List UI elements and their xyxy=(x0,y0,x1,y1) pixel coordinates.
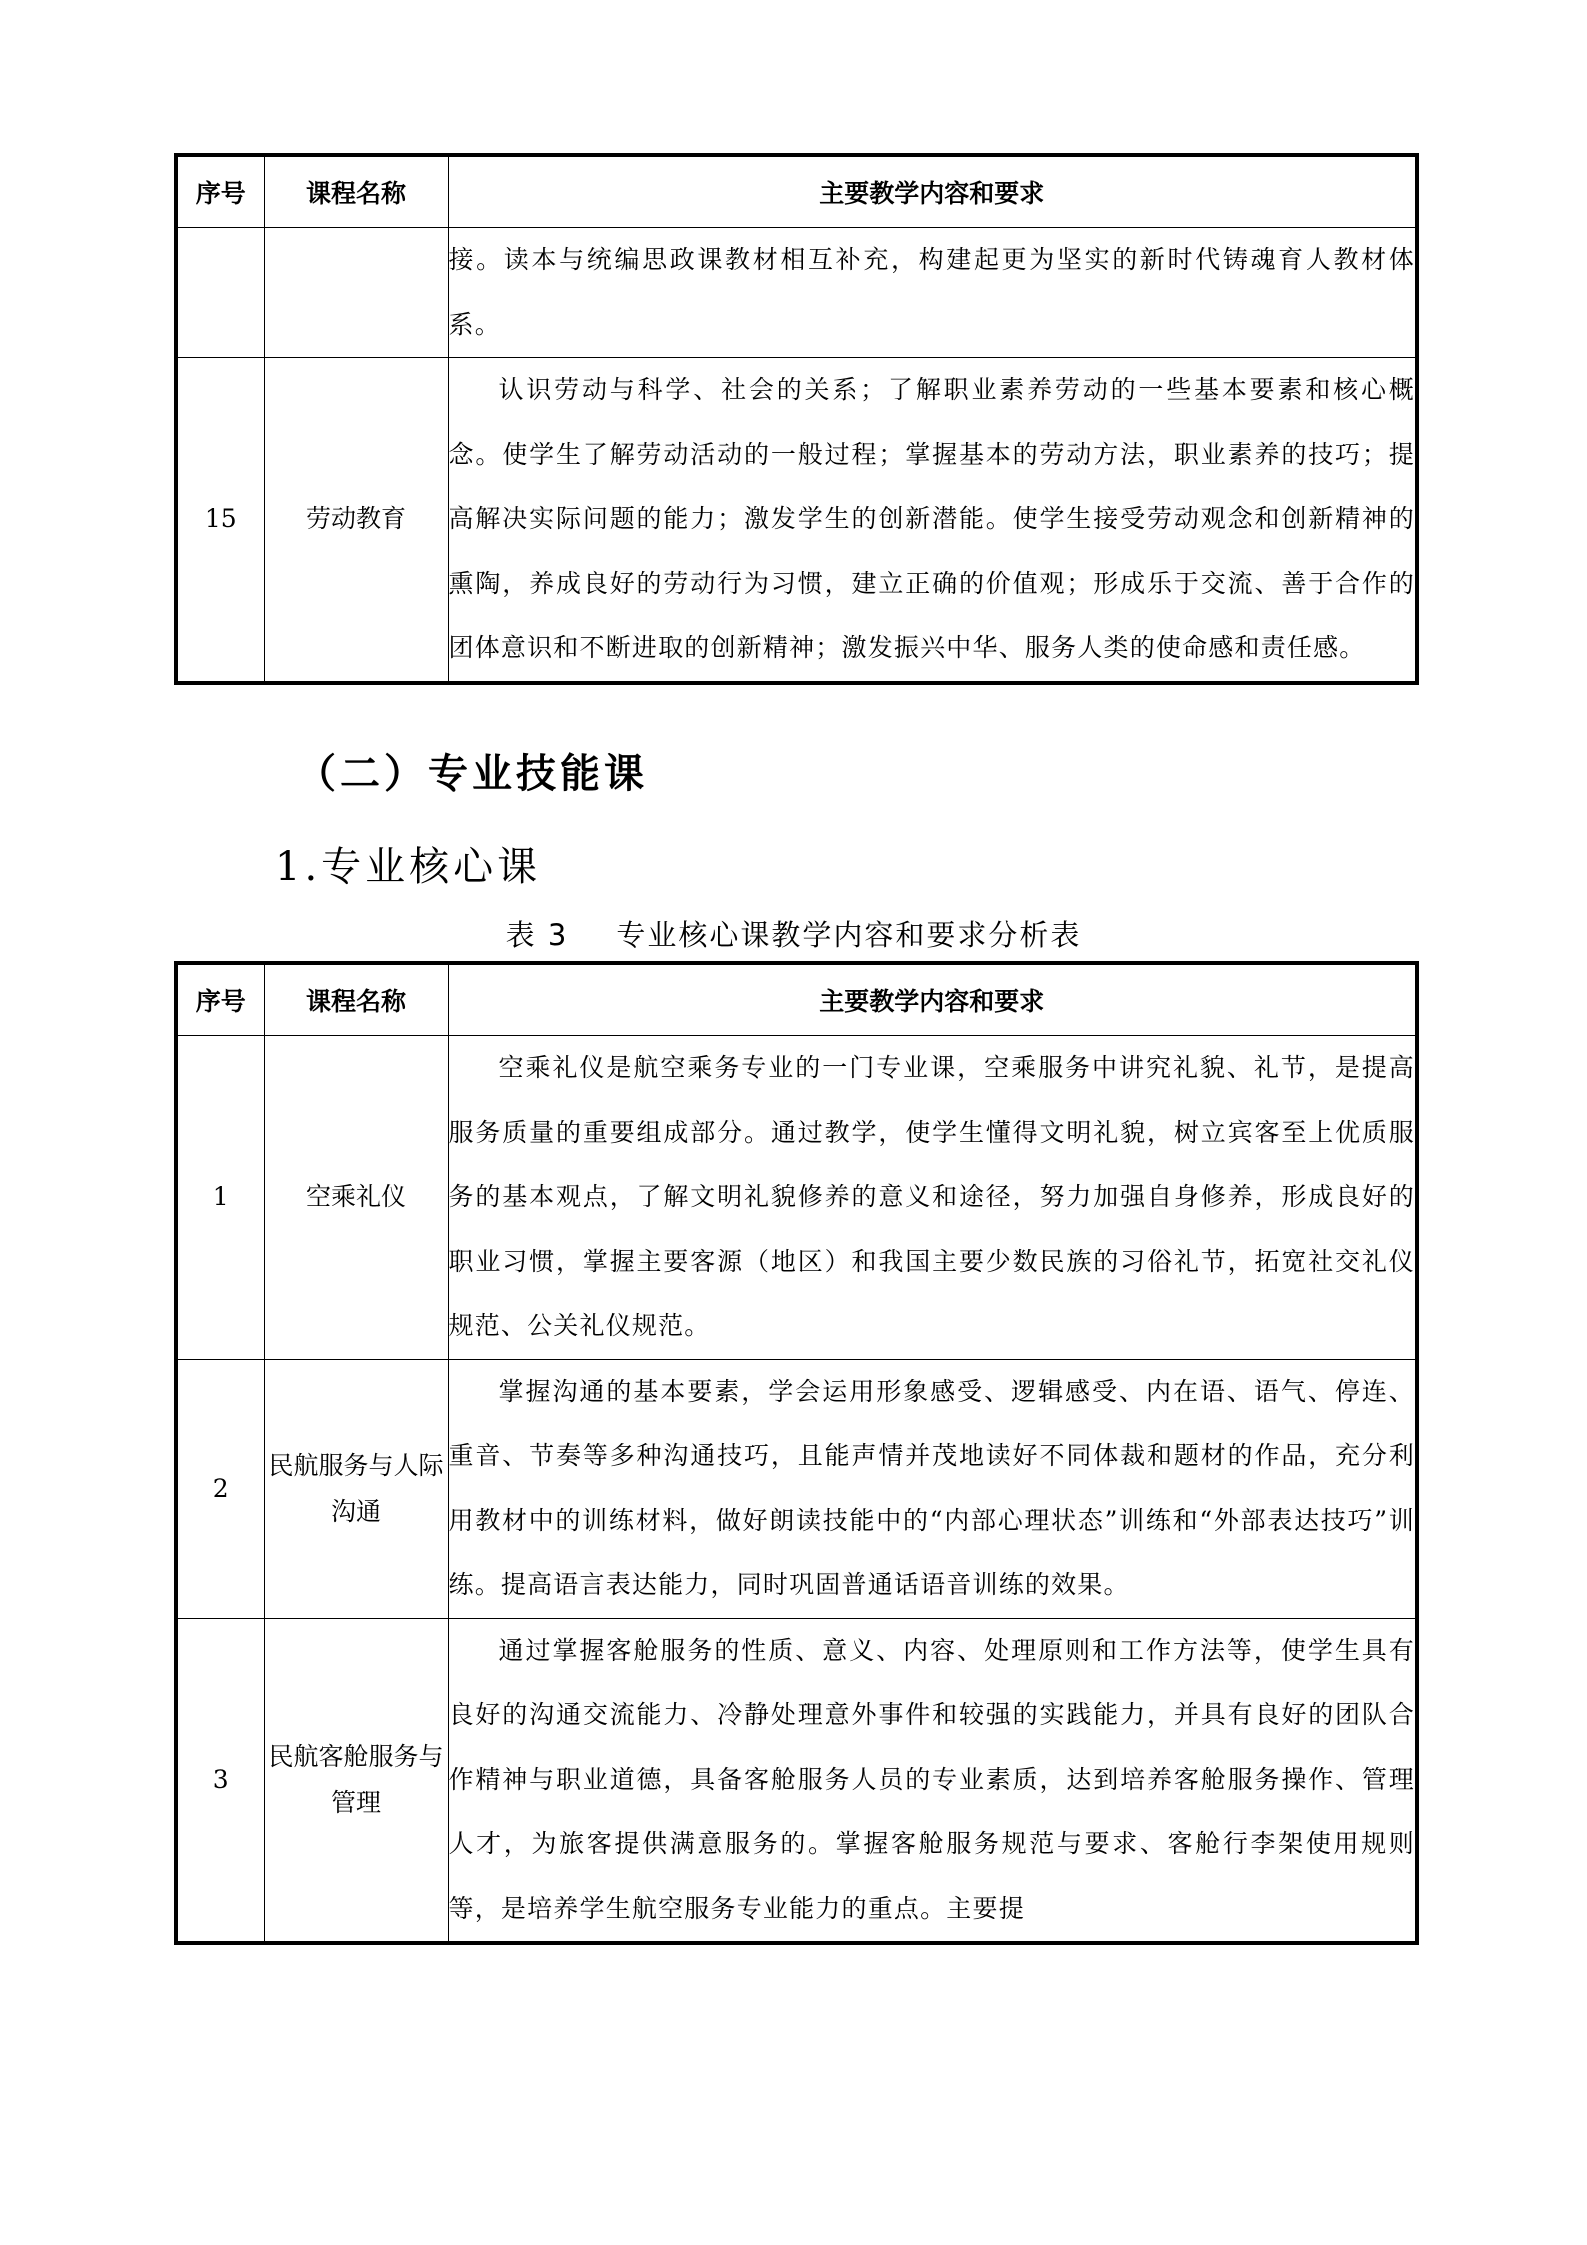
sub-heading: 1.专业核心课 xyxy=(275,844,542,890)
table-row xyxy=(176,358,1417,683)
table-row xyxy=(176,1359,1417,1618)
row-course-name: 空乘礼仪 xyxy=(264,1036,448,1360)
row-course-name xyxy=(264,228,448,358)
header-no: 序号 xyxy=(176,963,264,1036)
header-content: 主要教学内容和要求 xyxy=(448,963,1417,1036)
table-caption xyxy=(0,913,1587,954)
row-course-name: 民航客舱服务与管理 xyxy=(264,1618,448,1943)
section-heading: （二）专业技能课 xyxy=(296,751,648,797)
row-content: 空乘礼仪是航空乘务专业的一门专业课，空乘服务中讲究礼貌、礼节，是提高服务质量的重要组成部分。通过教学，使学生懂得文明礼貌，树立宾客至上优质服务的基本观点，了解文明礼貌修养的意义和途径，努力加强自身修养，形成良好的职业习惯，掌握主要客源（地区）和我国主要少数民族的习俗礼节，拓宽社交礼仪规范、公关礼仪规范。 xyxy=(448,1053,1415,1340)
row-no: 2 xyxy=(176,1359,264,1618)
table-caption-title: 专业核心课教学内容和要求分析表 xyxy=(616,918,1082,952)
row-no: 3 xyxy=(176,1618,264,1943)
header-content: 主要教学内容和要求 xyxy=(448,155,1417,228)
header-course-name: 课程名称 xyxy=(264,963,448,1036)
table-header-row xyxy=(176,963,1417,1036)
row-content: 接。读本与统编思政课教材相互补充，构建起更为坚实的新时代铸魂育人教材体系。 xyxy=(448,228,1417,358)
table-row xyxy=(176,228,1417,358)
header-course-name: 课程名称 xyxy=(264,155,448,228)
row-no: 15 xyxy=(176,358,264,683)
table-row xyxy=(176,1618,1417,1943)
row-course-name: 民航服务与人际沟通 xyxy=(264,1359,448,1618)
row-content: 掌握沟通的基本要素，学会运用形象感受、逻辑感受、内在语、语气、停连、重音、节奏等多种沟通技巧，且能声情并茂地读好不同体裁和题材的作品，充分利用教材中的训练材料，做好朗读技能中的“内部心理状态”训练和“外部表达技巧”训练。提高语言表达能力，同时巩固普通话语音训练的效果。 xyxy=(448,1376,1415,1599)
row-content: 通过掌握客舱服务的性质、意义、内容、处理原则和工作方法等，使学生具有良好的沟通交流能力、冷静处理意外事件和较强的实践能力，并具有良好的团队合作精神与职业道德，具备客舱服务人员的专业素质，达到培养客舱服务操作、管理人才，为旅客提供满意服务的。掌握客舱服务规范与要求、客舱行李架使用规则等，是培养学生航空服务专业能力的重点。主要提 xyxy=(448,1635,1415,1923)
header-no: 序号 xyxy=(176,155,264,228)
course-table-core xyxy=(174,961,1419,1945)
course-table-general xyxy=(174,153,1419,685)
table-caption-label: 表 3 xyxy=(505,918,569,952)
row-content: 认识劳动与科学、社会的关系；了解职业素养劳动的一些基本要素和核心概念。使学生了解劳动活动的一般过程；掌握基本的劳动方法，职业素养的技巧；提高解决实际问题的能力；激发学生的创新潜能。使学生接受劳动观念和创新精神的熏陶，养成良好的劳动行为习惯，建立正确的价值观；形成乐于交流、善于合作的团体意识和不断进取的创新精神；激发振兴中华、服务人类的使命感和责任感。 xyxy=(448,375,1415,662)
row-no xyxy=(176,228,264,358)
row-course-name: 劳动教育 xyxy=(264,358,448,683)
table-header-row xyxy=(176,155,1417,228)
table-row xyxy=(176,1036,1417,1360)
row-no: 1 xyxy=(176,1036,264,1360)
